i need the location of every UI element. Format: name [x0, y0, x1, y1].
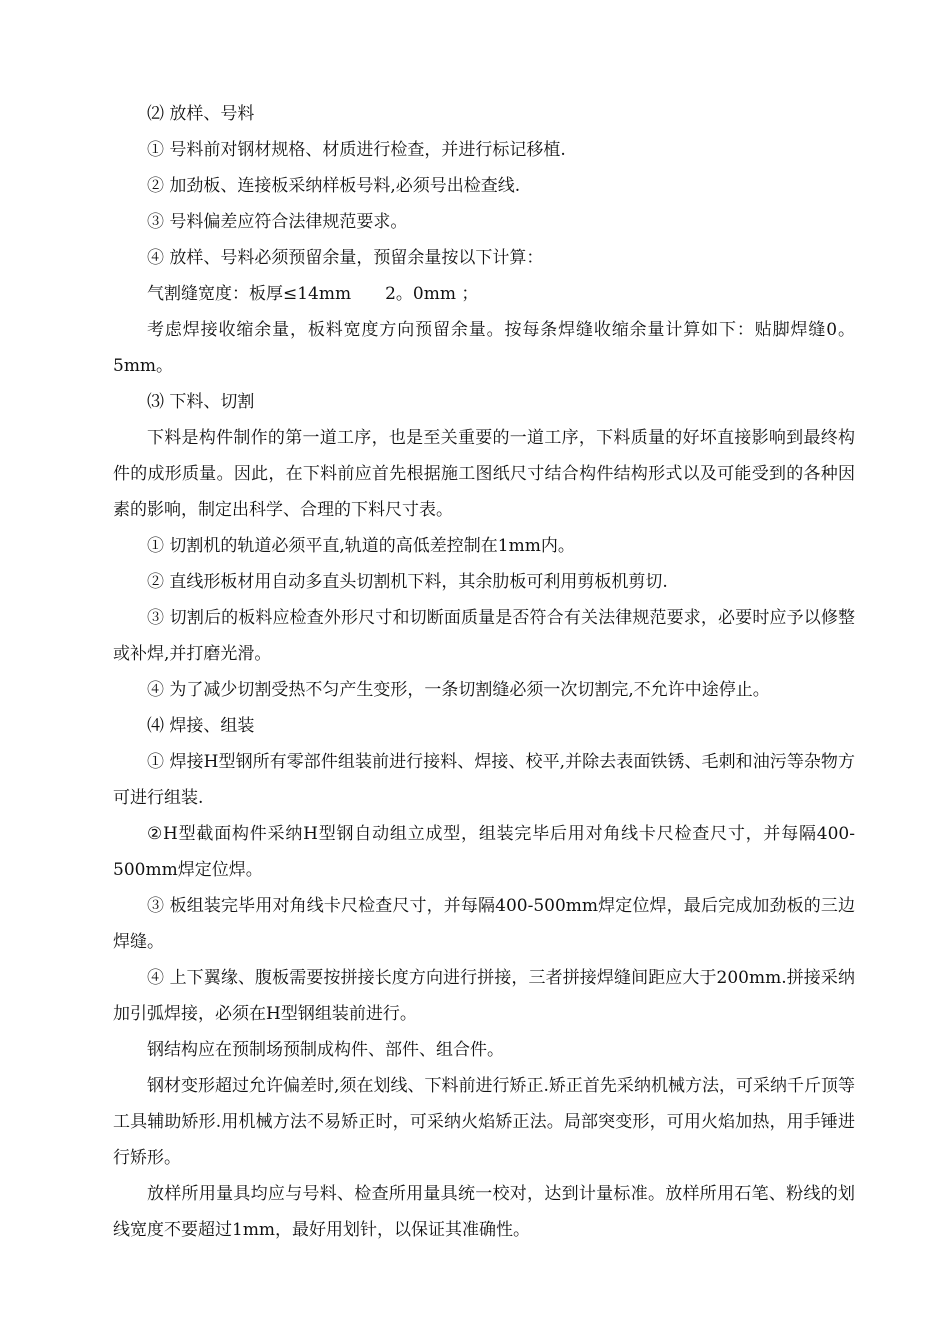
paragraph: ② 直线形板材用自动多直头切割机下料，其余肋板可利用剪板机剪切.: [147, 572, 668, 592]
paragraph: 钢材变形超过允许偏差时,须在划线、下料前进行矫正.矫正首先采纳机械方法，可采纳千斤顶等工具辅助矫形.用机械方法不易矫正时，可采纳火焰矫正法。局部突变形，可用火焰加热，用手锤进行矫形。: [113, 1076, 855, 1168]
paragraph: ① 号料前对钢材规格、材质进行检查，并进行标记移植.: [147, 140, 566, 160]
paragraph: 考虑焊接收缩余量，板料宽度方向预留余量。按每条焊缝收缩余量计算如下：贴脚焊缝0。5mm。: [113, 320, 855, 376]
paragraph: 下料是构件制作的第一道工序，也是至关重要的一道工序，下料质量的好坏直接影响到最终构件的成形质量。因此，在下料前应首先根据施工图纸尺寸结合构件结构形式以及可能受到的各种因素的影响，制定出科学、合理的下料尺寸表。: [113, 428, 855, 520]
paragraph: ③ 板组装完毕用对角线卡尺检查尺寸，并每隔400-500mm焊定位焊，最后完成加劲板的三边焊缝。: [113, 896, 855, 952]
paragraph: ① 切割机的轨道必须平直,轨道的高低差控制在1mm内。: [147, 536, 575, 556]
section-heading-welding-assembly: ⑷ 焊接、组装: [147, 716, 255, 736]
paragraph: 钢结构应在预制场预制成构件、部件、组合件。: [147, 1040, 504, 1060]
paragraph: ② 加劲板、连接板采纳样板号料,必须号出检查线.: [147, 176, 521, 196]
paragraph: ④ 为了减少切割受热不匀产生变形，一条切割缝必须一次切割完,不允许中途停止。: [147, 680, 770, 700]
paragraph: ① 焊接H型钢所有零部件组装前进行接料、焊接、校平,并除去表面铁锈、毛刺和油污等杂物方可进行组装.: [113, 752, 855, 808]
paragraph: ④ 上下翼缘、腹板需要按拼接长度方向进行拼接，三者拼接焊缝间距应大于200mm.拼接采纳加引弧焊接，必须在H型钢组装前进行。: [113, 968, 855, 1024]
section-heading-layout-marking: ⑵ 放样、号料: [147, 104, 255, 124]
section-heading-cutting: ⑶ 下料、切割: [147, 392, 255, 412]
paragraph: 放样所用量具均应与号料、检查所用量具统一校对，达到计量标准。放样所用石笔、粉线的划线宽度不要超过1mm，最好用划针，以保证其准确性。: [113, 1184, 855, 1240]
paragraph: ③ 切割后的板料应检查外形尺寸和切断面质量是否符合有关法律规范要求，必要时应予以修整或补焊,并打磨光滑。: [113, 608, 855, 664]
paragraph: 气割缝宽度：板厚≤14mm 2。0mm ；: [147, 284, 479, 304]
paragraph: ②H型截面构件采纳H型钢自动组立成型，组装完毕后用对角线卡尺检查尺寸，并每隔400-500mm焊定位焊。: [113, 824, 855, 880]
paragraph: ③ 号料偏差应符合法律规范要求。: [147, 212, 408, 232]
paragraph: ④ 放样、号料必须预留余量，预留余量按以下计算：: [147, 248, 544, 268]
document-body: [113, 96, 855, 1248]
